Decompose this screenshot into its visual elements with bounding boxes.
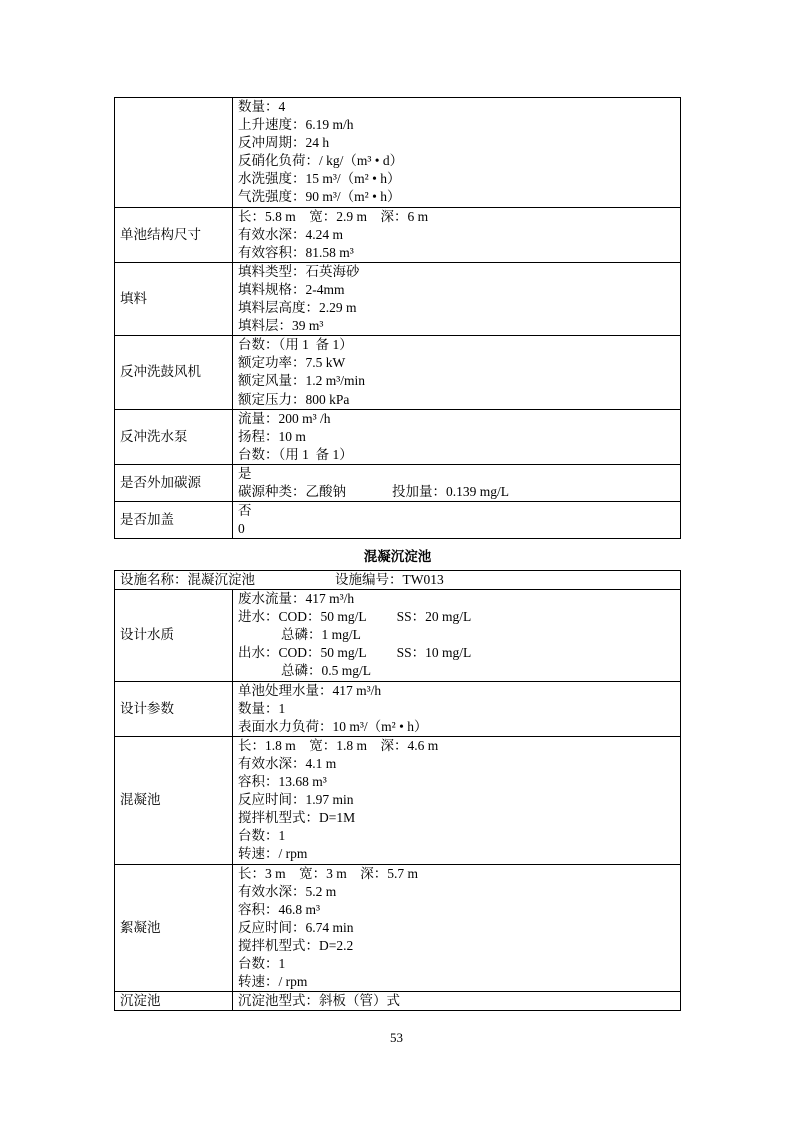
row-content [233,502,681,539]
row-line: 是 [238,465,252,481]
outlet-line [238,644,675,662]
row-line: 有效水深：4.1 m [238,755,337,771]
row-line: 搅拌机型式：D=1M [238,810,356,826]
page-number: 53 [390,1030,403,1045]
row-content [233,992,681,1011]
row-line: 转速：/ rpm [238,846,308,862]
carbon-type: 碳源种类：乙酸钠 [238,483,346,499]
row-line: 0 [238,521,245,537]
row-line: 有效容积：81.58 m³ [238,244,354,260]
row-line: 转速：/ rpm [238,974,308,990]
table-row [115,336,681,409]
row-line: 表面水力负荷：10 m³/（m² • h） [238,718,428,734]
table-row [115,207,681,262]
row-label: 单池结构尺寸 [115,207,233,262]
row-line: 长：1.8 m 宽：1.8 m 深：4.6 m [238,737,439,753]
table-row [115,262,681,335]
row-line: 反硝化负荷：/ kg/（m³ • d） [238,153,404,169]
row-label [115,98,233,208]
row-line: 容积：46.8 m³ [238,901,321,917]
row-content [233,262,681,335]
table-row [115,409,681,464]
row-line: 容积：13.68 m³ [238,774,327,790]
row-content [233,98,681,208]
row-content [233,864,681,992]
row-line: 长：5.8 m 宽：2.9 m 深：6 m [238,208,429,224]
row-line: 扬程：10 m [238,428,306,444]
row-label: 反冲洗鼓风机 [115,336,233,409]
row-content [233,207,681,262]
row-line: 台数：1 [238,828,286,844]
row-line: 沉淀池型式：斜板（管）式 [238,993,400,1009]
row-line: 反冲周期：24 h [238,135,330,151]
row-line: 反应时间：1.97 min [238,792,354,808]
table1-body [115,98,681,539]
row-line [238,483,675,501]
row-line: 额定压力：800 kPa [238,391,350,407]
filter-parameters-table [114,97,681,539]
flow-line: 废水流量：417 m³/h [238,591,355,607]
row-line: 填料规格：2-4mm [238,281,345,297]
table-row [115,502,681,539]
coagulation-tank-table [114,570,681,1011]
inlet-line [238,608,675,626]
row-label: 沉淀池 [115,992,233,1011]
table2-body [115,571,681,1011]
row-label: 絮凝池 [115,864,233,992]
carbon-dose: 投加量：0.139 mg/L [392,483,509,499]
row-line: 台数：（用 1 备 1） [238,337,353,353]
row-label: 设计水质 [115,590,233,681]
inlet-tp-line: 总磷：1 mg/L [281,627,361,643]
row-label: 混凝池 [115,736,233,864]
table-row [115,736,681,864]
row-content [233,336,681,409]
outlet-cod: 出水：COD：50 mg/L [238,645,367,661]
row-content [233,464,681,501]
row-line: 填料层高度：2.29 m [238,300,357,316]
row-label: 是否外加碳源 [115,464,233,501]
table-row [115,992,681,1011]
row-line: 水洗强度：15 m³/（m² • h） [238,171,401,187]
outlet-tp-line: 总磷：0.5 mg/L [281,663,371,679]
row-line: 填料层：39 m³ [238,318,324,334]
water-quality-content [233,590,681,681]
facility-code: 设施编号：TW013 [335,572,444,587]
row-line: 填料类型：石英海砂 [238,263,360,279]
row-line: 数量：1 [238,700,286,716]
row-line: 有效水深：5.2 m [238,883,337,899]
row-line: 有效水深：4.24 m [238,226,344,242]
row-line: 长：3 m 宽：3 m 深：5.7 m [238,865,419,881]
row-label: 填料 [115,262,233,335]
row-line: 流量：200 m³ /h [238,410,331,426]
row-line: 数量：4 [238,99,286,114]
inlet-cod: 进水：COD：50 mg/L [238,609,367,625]
water-quality-row [115,590,681,681]
row-content [233,681,681,736]
row-line: 反应时间：6.74 min [238,919,354,935]
row-line: 搅拌机型式：D=2.2 [238,937,354,953]
row-line: 台数：1 [238,955,286,971]
row-line: 否 [238,503,252,519]
row-content [233,409,681,464]
table-row [115,681,681,736]
row-line: 台数：（用 1 备 1） [238,446,353,462]
row-line: 气洗强度：90 m³/（m² • h） [238,189,401,205]
section-title: 混凝沉淀池 [363,549,432,564]
row-line: 额定功率：7.5 kW [238,355,346,371]
table-row [115,98,681,208]
row-label: 设计参数 [115,681,233,736]
row-content [233,736,681,864]
table-row [115,864,681,992]
facility-header-row [115,571,681,590]
row-label: 是否加盖 [115,502,233,539]
facility-name: 设施名称：混凝沉淀池 [120,572,255,587]
outlet-ss: SS：10 mg/L [396,645,472,661]
row-line: 上升速度：6.19 m/h [238,117,354,133]
table-row [115,464,681,501]
inlet-ss: SS：20 mg/L [396,609,472,625]
row-line: 单池处理水量：417 m³/h [238,682,382,698]
row-line: 额定风量：1.2 m³/min [238,373,366,389]
row-label: 反冲洗水泵 [115,409,233,464]
facility-header-cell [115,571,681,590]
